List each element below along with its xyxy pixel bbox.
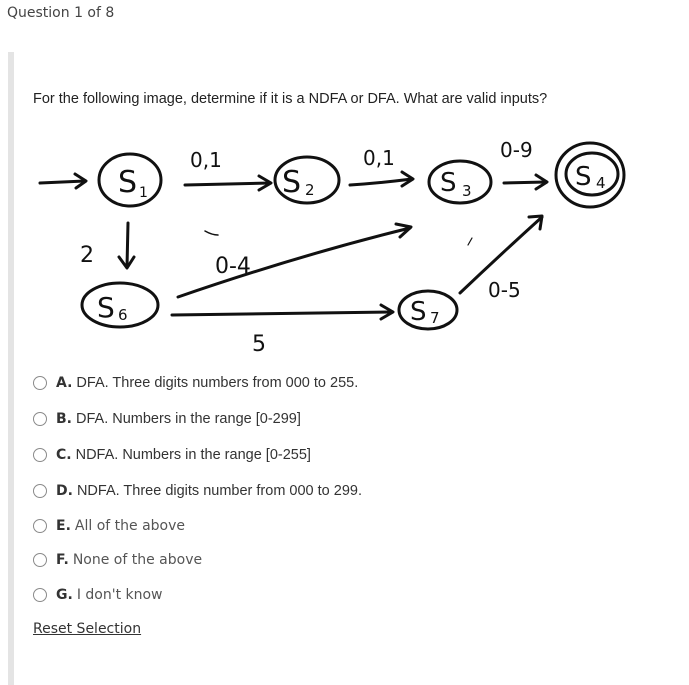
reset-selection-link[interactable]: Reset Selection	[33, 621, 142, 637]
state-s7-sub: 7	[430, 309, 440, 327]
option-a-letter: A.	[56, 375, 73, 391]
option-e[interactable]	[33, 515, 185, 537]
transition-s7-s4	[460, 216, 542, 302]
radio-f[interactable]	[33, 553, 47, 567]
option-e-text: All of the above	[74, 518, 185, 534]
option-b-letter: B.	[56, 411, 72, 427]
transition-s1-s2	[185, 148, 271, 190]
stray-mark	[205, 231, 218, 235]
radio-e[interactable]	[33, 519, 47, 533]
state-s1-sub: 1	[139, 185, 148, 201]
state-diagram	[30, 125, 630, 365]
state-s1	[99, 154, 161, 206]
radio-b[interactable]	[33, 412, 47, 426]
state-s2-sub: 2	[305, 181, 315, 199]
transition-s6-s3-label: 0-4	[215, 254, 251, 279]
state-s1-label: S	[118, 165, 138, 200]
option-c-letter: C.	[56, 447, 72, 463]
state-s4-label: S	[575, 162, 592, 192]
state-s3-label: S	[440, 168, 457, 198]
option-d-text: NDFA. Three digits number from 000 to 299.	[76, 483, 362, 499]
option-b-text: DFA. Numbers in the range [0-299]	[76, 411, 301, 427]
option-f-text: None of the above	[72, 552, 203, 568]
state-s6	[82, 283, 158, 327]
option-e-letter: E.	[56, 518, 71, 534]
start-arrow	[40, 174, 86, 188]
option-f[interactable]	[33, 549, 202, 571]
state-s6-label: S	[97, 291, 115, 324]
transition-s6-s7-label: 5	[252, 332, 266, 357]
state-s2-label: S	[282, 165, 302, 200]
transition-s2-s3-label: 0,1	[363, 146, 395, 170]
transition-s6-s7	[172, 305, 393, 357]
transition-s1-s6	[80, 223, 134, 268]
option-g[interactable]	[33, 584, 163, 606]
option-d-letter: D.	[56, 483, 73, 499]
option-a-text: DFA. Three digits numbers from 000 to 255.	[76, 375, 359, 391]
transition-s3-s4-label: 0-9	[500, 138, 533, 162]
transition-s2-s3	[350, 146, 413, 186]
transition-s3-s4	[500, 138, 547, 189]
option-b[interactable]	[33, 408, 301, 430]
state-s7-label: S	[410, 297, 427, 327]
state-s3-sub: 3	[462, 182, 472, 200]
state-s4-sub: 4	[596, 174, 606, 192]
question-counter: Question 1 of 8	[7, 5, 115, 21]
option-g-text: I don't know	[76, 587, 163, 603]
transition-s1-s2-label: 0,1	[190, 148, 222, 172]
state-s3	[429, 161, 491, 203]
option-f-letter: F.	[56, 552, 69, 568]
option-a[interactable]	[33, 372, 358, 394]
transition-s7-s4-label: 0-5	[488, 278, 521, 302]
state-s4-accepting	[556, 143, 624, 207]
radio-a[interactable]	[33, 376, 47, 390]
question-text: For the following image, determine if it is a NDFA or DFA. What are valid inputs?	[33, 91, 548, 107]
radio-g[interactable]	[33, 588, 47, 602]
transition-s1-s6-label: 2	[80, 243, 94, 268]
option-c-text: NDFA. Numbers in the range [0-255]	[75, 447, 311, 463]
option-g-letter: G.	[56, 587, 73, 603]
radio-c[interactable]	[33, 448, 47, 462]
option-d[interactable]	[33, 480, 362, 502]
radio-d[interactable]	[33, 484, 47, 498]
state-s2	[275, 157, 339, 203]
state-s7	[399, 291, 457, 329]
option-c[interactable]	[33, 444, 311, 466]
state-s6-sub: 6	[118, 306, 128, 324]
stray-mark	[468, 238, 472, 245]
